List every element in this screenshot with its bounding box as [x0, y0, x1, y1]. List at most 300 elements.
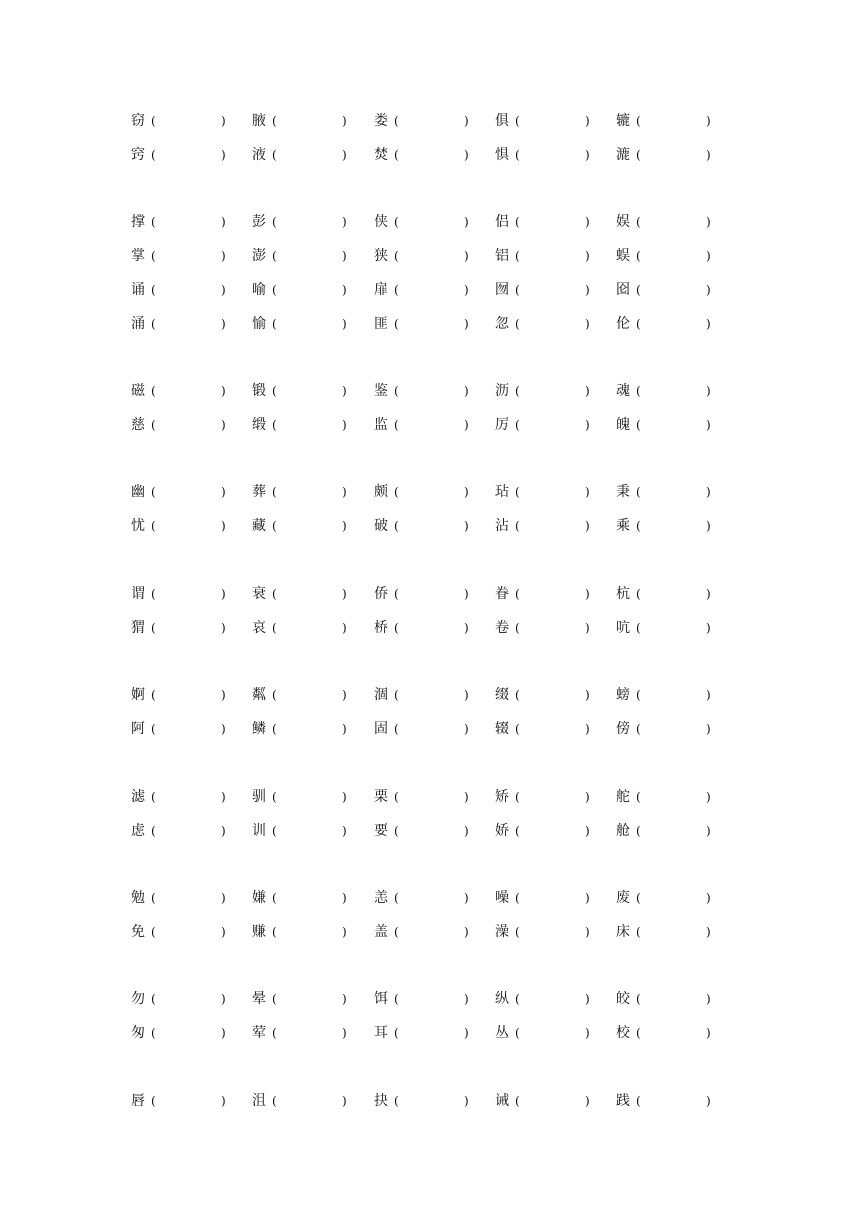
hanzi-char: 磁: [131, 383, 145, 399]
open-paren: (: [636, 317, 641, 331]
open-paren: (: [394, 485, 399, 499]
hanzi-char: 傍: [616, 721, 630, 737]
hanzi-char: 澡: [495, 924, 509, 940]
open-paren: (: [151, 249, 156, 263]
close-paren: ): [585, 249, 590, 263]
close-paren: ): [706, 317, 711, 331]
open-paren: (: [636, 485, 641, 499]
word-row: [0, 785, 860, 809]
hanzi-char: 皎: [616, 991, 630, 1007]
close-paren: ): [706, 722, 711, 736]
open-paren: (: [515, 925, 520, 939]
hanzi-char: 舱: [616, 823, 630, 839]
hanzi-char: 矫: [495, 789, 509, 805]
open-paren: (: [151, 824, 156, 838]
close-paren: ): [585, 114, 590, 128]
close-paren: ): [464, 485, 469, 499]
word-row: [0, 379, 860, 403]
open-paren: (: [151, 992, 156, 1006]
open-paren: (: [151, 114, 156, 128]
open-paren: (: [394, 891, 399, 905]
close-paren: ): [221, 722, 226, 736]
open-paren: (: [272, 114, 277, 128]
open-paren: (: [151, 384, 156, 398]
open-paren: (: [394, 418, 399, 432]
hanzi-char: 杭: [616, 586, 630, 602]
open-paren: (: [515, 1026, 520, 1040]
hanzi-char: 掌: [131, 248, 145, 264]
close-paren: ): [585, 215, 590, 229]
open-paren: (: [394, 722, 399, 736]
close-paren: ): [342, 587, 347, 601]
hanzi-char: 鉴: [374, 383, 388, 399]
hanzi-char: 吭: [616, 620, 630, 636]
close-paren: ): [221, 215, 226, 229]
hanzi-char: 饵: [374, 991, 388, 1007]
open-paren: (: [394, 688, 399, 702]
open-paren: (: [394, 317, 399, 331]
hanzi-char: 荤: [252, 1025, 266, 1041]
open-paren: (: [272, 621, 277, 635]
close-paren: ): [585, 1094, 590, 1108]
hanzi-char: 鳞: [252, 721, 266, 737]
open-paren: (: [394, 587, 399, 601]
open-paren: (: [272, 824, 277, 838]
hanzi-char: 粼: [252, 687, 266, 703]
close-paren: ): [585, 925, 590, 939]
word-row: [0, 514, 860, 538]
open-paren: (: [151, 722, 156, 736]
close-paren: ): [221, 283, 226, 297]
close-paren: ): [342, 485, 347, 499]
hanzi-char: 锻: [252, 383, 266, 399]
close-paren: ): [585, 790, 590, 804]
open-paren: (: [272, 688, 277, 702]
open-paren: (: [151, 891, 156, 905]
close-paren: ): [464, 925, 469, 939]
hanzi-char: 抉: [374, 1093, 388, 1109]
close-paren: ): [585, 621, 590, 635]
close-paren: ): [706, 891, 711, 905]
close-paren: ): [706, 1026, 711, 1040]
open-paren: (: [272, 925, 277, 939]
open-paren: (: [151, 790, 156, 804]
close-paren: ): [221, 1026, 226, 1040]
open-paren: (: [394, 249, 399, 263]
open-paren: (: [636, 384, 641, 398]
close-paren: ): [706, 621, 711, 635]
close-paren: ): [706, 519, 711, 533]
hanzi-char: 谓: [131, 586, 145, 602]
open-paren: (: [394, 519, 399, 533]
open-paren: (: [515, 418, 520, 432]
hanzi-char: 恙: [374, 890, 388, 906]
hanzi-char: 愉: [252, 316, 266, 332]
close-paren: ): [706, 1094, 711, 1108]
open-paren: (: [636, 722, 641, 736]
open-paren: (: [515, 114, 520, 128]
hanzi-char: 唇: [131, 1093, 145, 1109]
close-paren: ): [464, 722, 469, 736]
close-paren: ): [464, 317, 469, 331]
hanzi-char: 眷: [495, 586, 509, 602]
hanzi-char: 要: [374, 823, 388, 839]
open-paren: (: [515, 891, 520, 905]
hanzi-char: 狭: [374, 248, 388, 264]
hanzi-char: 床: [616, 924, 630, 940]
open-paren: (: [394, 114, 399, 128]
close-paren: ): [342, 992, 347, 1006]
hanzi-char: 娱: [616, 214, 630, 230]
hanzi-char: 魂: [616, 383, 630, 399]
open-paren: (: [394, 283, 399, 297]
hanzi-char: 螃: [616, 687, 630, 703]
word-row: [0, 413, 860, 437]
word-row: [0, 480, 860, 504]
hanzi-char: 婀: [131, 687, 145, 703]
word-row: [0, 920, 860, 944]
hanzi-char: 铝: [495, 248, 509, 264]
open-paren: (: [272, 384, 277, 398]
open-paren: (: [636, 992, 641, 1006]
open-paren: (: [272, 790, 277, 804]
word-row: [0, 886, 860, 910]
close-paren: ): [706, 384, 711, 398]
hanzi-char: 缀: [495, 687, 509, 703]
hanzi-char: 彭: [252, 214, 266, 230]
open-paren: (: [151, 485, 156, 499]
word-row: [0, 987, 860, 1011]
open-paren: (: [515, 283, 520, 297]
close-paren: ): [342, 249, 347, 263]
open-paren: (: [151, 587, 156, 601]
hanzi-char: 撑: [131, 214, 145, 230]
open-paren: (: [394, 215, 399, 229]
close-paren: ): [706, 587, 711, 601]
close-paren: ): [706, 148, 711, 162]
open-paren: (: [394, 1026, 399, 1040]
word-row: [0, 278, 860, 302]
open-paren: (: [394, 384, 399, 398]
close-paren: ): [585, 384, 590, 398]
hanzi-char: 固: [374, 721, 388, 737]
close-paren: ): [706, 215, 711, 229]
close-paren: ): [585, 418, 590, 432]
close-paren: ): [342, 418, 347, 432]
hanzi-char: 耳: [374, 1025, 388, 1041]
open-paren: (: [394, 824, 399, 838]
close-paren: ): [464, 283, 469, 297]
hanzi-char: 俱: [495, 113, 509, 129]
open-paren: (: [515, 317, 520, 331]
hanzi-char: 扉: [374, 282, 388, 298]
hanzi-char: 诫: [495, 1093, 509, 1109]
hanzi-char: 嫌: [252, 890, 266, 906]
open-paren: (: [394, 621, 399, 635]
open-paren: (: [272, 519, 277, 533]
hanzi-char: 卷: [495, 620, 509, 636]
hanzi-char: 侨: [374, 586, 388, 602]
close-paren: ): [342, 519, 347, 533]
close-paren: ): [706, 114, 711, 128]
close-paren: ): [221, 148, 226, 162]
open-paren: (: [272, 1094, 277, 1108]
open-paren: (: [151, 148, 156, 162]
close-paren: ): [706, 485, 711, 499]
hanzi-char: 颇: [374, 484, 388, 500]
hanzi-char: 漉: [616, 147, 630, 163]
hanzi-char: 舵: [616, 789, 630, 805]
hanzi-char: 乘: [616, 518, 630, 534]
close-paren: ): [221, 891, 226, 905]
word-row: [0, 244, 860, 268]
close-paren: ): [221, 824, 226, 838]
hanzi-char: 桥: [374, 620, 388, 636]
word-row: [0, 109, 860, 133]
word-row: [0, 1089, 860, 1113]
hanzi-char: 涸: [374, 687, 388, 703]
hanzi-char: 窍: [131, 147, 145, 163]
word-row: [0, 683, 860, 707]
close-paren: ): [342, 283, 347, 297]
close-paren: ): [464, 418, 469, 432]
close-paren: ): [464, 215, 469, 229]
open-paren: (: [515, 992, 520, 1006]
open-paren: (: [272, 992, 277, 1006]
close-paren: ): [464, 688, 469, 702]
close-paren: ): [342, 215, 347, 229]
hanzi-char: 匆: [131, 1025, 145, 1041]
close-paren: ): [221, 790, 226, 804]
hanzi-char: 腋: [252, 113, 266, 129]
hanzi-char: 秉: [616, 484, 630, 500]
close-paren: ): [221, 519, 226, 533]
close-paren: ): [464, 148, 469, 162]
close-paren: ): [221, 114, 226, 128]
close-paren: ): [221, 485, 226, 499]
hanzi-char: 驯: [252, 789, 266, 805]
close-paren: ): [464, 824, 469, 838]
close-paren: ): [464, 1094, 469, 1108]
open-paren: (: [272, 891, 277, 905]
open-paren: (: [272, 215, 277, 229]
close-paren: ): [342, 790, 347, 804]
open-paren: (: [636, 1026, 641, 1040]
open-paren: (: [636, 418, 641, 432]
hanzi-char: 纵: [495, 991, 509, 1007]
hanzi-char: 丛: [495, 1025, 509, 1041]
hanzi-char: 衰: [252, 586, 266, 602]
close-paren: ): [221, 992, 226, 1006]
close-paren: ): [342, 1026, 347, 1040]
open-paren: (: [394, 148, 399, 162]
close-paren: ): [585, 992, 590, 1006]
open-paren: (: [272, 249, 277, 263]
hanzi-char: 忽: [495, 316, 509, 332]
close-paren: ): [706, 824, 711, 838]
close-paren: ): [585, 688, 590, 702]
hanzi-char: 噪: [495, 890, 509, 906]
close-paren: ): [585, 485, 590, 499]
hanzi-char: 免: [131, 924, 145, 940]
close-paren: ): [342, 688, 347, 702]
open-paren: (: [515, 824, 520, 838]
open-paren: (: [151, 418, 156, 432]
open-paren: (: [515, 148, 520, 162]
hanzi-char: 侣: [495, 214, 509, 230]
open-paren: (: [636, 891, 641, 905]
close-paren: ): [342, 891, 347, 905]
hanzi-char: 阿: [131, 721, 145, 737]
open-paren: (: [636, 925, 641, 939]
open-paren: (: [636, 283, 641, 297]
close-paren: ): [221, 384, 226, 398]
open-paren: (: [515, 249, 520, 263]
close-paren: ): [342, 621, 347, 635]
open-paren: (: [272, 418, 277, 432]
close-paren: ): [585, 891, 590, 905]
open-paren: (: [272, 283, 277, 297]
close-paren: ): [585, 283, 590, 297]
hanzi-char: 娄: [374, 113, 388, 129]
open-paren: (: [515, 215, 520, 229]
open-paren: (: [515, 384, 520, 398]
close-paren: ): [342, 384, 347, 398]
close-paren: ): [342, 148, 347, 162]
open-paren: (: [151, 215, 156, 229]
hanzi-char: 晕: [252, 991, 266, 1007]
close-paren: ): [221, 418, 226, 432]
hanzi-char: 蜈: [616, 248, 630, 264]
close-paren: ): [706, 790, 711, 804]
hanzi-char: 玷: [495, 484, 509, 500]
close-paren: ): [585, 722, 590, 736]
open-paren: (: [636, 790, 641, 804]
open-paren: (: [515, 485, 520, 499]
open-paren: (: [151, 283, 156, 297]
hanzi-char: 践: [616, 1093, 630, 1109]
open-paren: (: [515, 519, 520, 533]
word-row: [0, 1021, 860, 1045]
hanzi-char: 栗: [374, 789, 388, 805]
open-paren: (: [394, 790, 399, 804]
hanzi-char: 诵: [131, 282, 145, 298]
hanzi-char: 辘: [616, 113, 630, 129]
hanzi-char: 监: [374, 417, 388, 433]
hanzi-char: 伦: [616, 316, 630, 332]
open-paren: (: [151, 1026, 156, 1040]
close-paren: ): [221, 587, 226, 601]
open-paren: (: [515, 1094, 520, 1108]
open-paren: (: [515, 621, 520, 635]
open-paren: (: [394, 1094, 399, 1108]
hanzi-char: 葬: [252, 484, 266, 500]
word-row: [0, 312, 860, 336]
hanzi-char: 虑: [131, 823, 145, 839]
open-paren: (: [636, 215, 641, 229]
close-paren: ): [706, 992, 711, 1006]
close-paren: ): [221, 925, 226, 939]
open-paren: (: [151, 621, 156, 635]
open-paren: (: [636, 824, 641, 838]
open-paren: (: [394, 925, 399, 939]
close-paren: ): [585, 148, 590, 162]
open-paren: (: [636, 249, 641, 263]
hanzi-char: 滤: [131, 789, 145, 805]
close-paren: ): [342, 925, 347, 939]
open-paren: (: [272, 722, 277, 736]
close-paren: ): [464, 384, 469, 398]
close-paren: ): [706, 925, 711, 939]
close-paren: ): [464, 249, 469, 263]
hanzi-char: 盖: [374, 924, 388, 940]
open-paren: (: [515, 790, 520, 804]
open-paren: (: [636, 621, 641, 635]
open-paren: (: [636, 148, 641, 162]
open-paren: (: [515, 587, 520, 601]
hanzi-char: 勿: [131, 991, 145, 1007]
hanzi-char: 厉: [495, 417, 509, 433]
hanzi-char: 沾: [495, 518, 509, 534]
open-paren: (: [272, 485, 277, 499]
open-paren: (: [151, 519, 156, 533]
hanzi-char: 惧: [495, 147, 509, 163]
close-paren: ): [706, 249, 711, 263]
close-paren: ): [342, 317, 347, 331]
close-paren: ): [464, 587, 469, 601]
word-row: [0, 616, 860, 640]
close-paren: ): [342, 824, 347, 838]
hanzi-char: 澎: [252, 248, 266, 264]
hanzi-char: 涌: [131, 316, 145, 332]
hanzi-char: 慈: [131, 417, 145, 433]
hanzi-char: 沮: [252, 1093, 266, 1109]
hanzi-char: 废: [616, 890, 630, 906]
hanzi-char: 破: [374, 518, 388, 534]
hanzi-char: 娇: [495, 823, 509, 839]
hanzi-char: 藏: [252, 518, 266, 534]
close-paren: ): [585, 317, 590, 331]
open-paren: (: [272, 1026, 277, 1040]
hanzi-char: 沥: [495, 383, 509, 399]
open-paren: (: [151, 688, 156, 702]
hanzi-char: 液: [252, 147, 266, 163]
open-paren: (: [636, 1094, 641, 1108]
hanzi-char: 校: [616, 1025, 630, 1041]
close-paren: ): [585, 824, 590, 838]
open-paren: (: [272, 587, 277, 601]
close-paren: ): [342, 722, 347, 736]
hanzi-char: 勉: [131, 890, 145, 906]
hanzi-char: 哀: [252, 620, 266, 636]
hanzi-char: 焚: [374, 147, 388, 163]
hanzi-char: 喻: [252, 282, 266, 298]
close-paren: ): [464, 790, 469, 804]
close-paren: ): [464, 1026, 469, 1040]
open-paren: (: [636, 688, 641, 702]
word-row: [0, 210, 860, 234]
hanzi-char: 魄: [616, 417, 630, 433]
hanzi-char: 囫: [495, 282, 509, 298]
open-paren: (: [151, 925, 156, 939]
open-paren: (: [515, 722, 520, 736]
hanzi-char: 辍: [495, 721, 509, 737]
open-paren: (: [272, 317, 277, 331]
hanzi-char: 训: [252, 823, 266, 839]
open-paren: (: [636, 519, 641, 533]
hanzi-char: 猬: [131, 620, 145, 636]
open-paren: (: [272, 148, 277, 162]
